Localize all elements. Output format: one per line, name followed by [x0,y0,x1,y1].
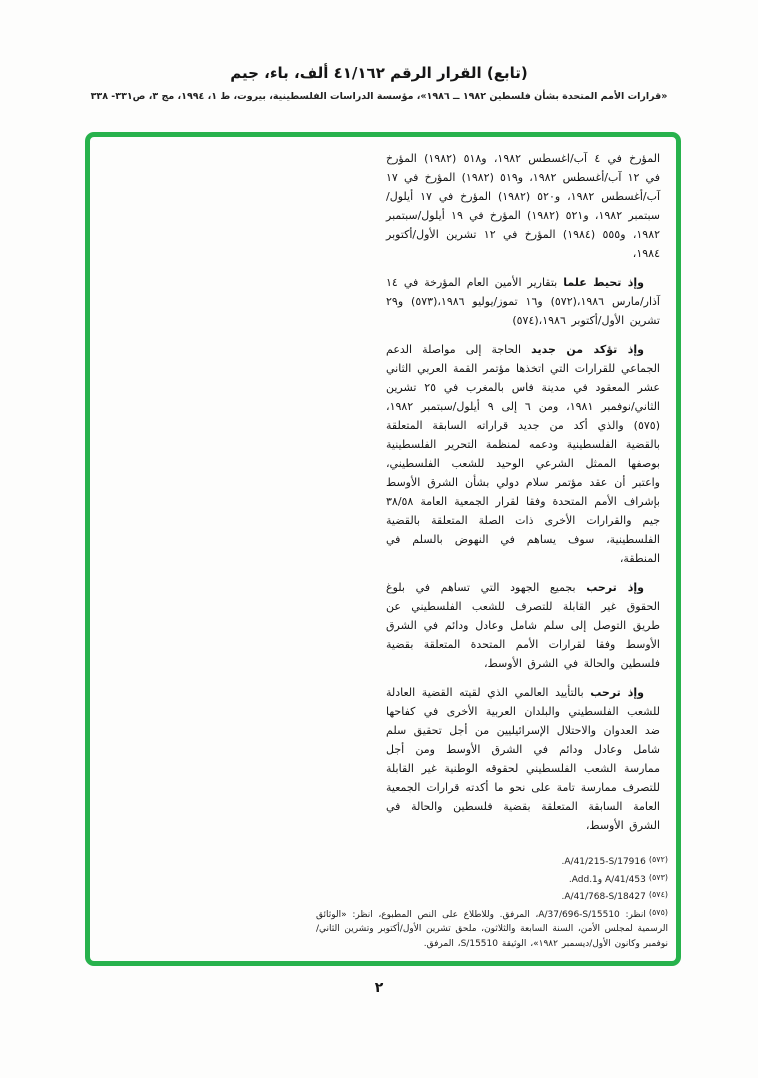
paragraph-text: المؤرخ في ٤ آب/اغسطس ١٩٨٢، و٥١٨ (١٩٨٢) المؤرخ في ١٢ آب/أغسطس ١٩٨٢، و٥١٩ (١٩٨٢) المؤرخ في ١٧ آب/أغسطس ١٩٨٢، و٥٢٠ (١٩٨٢) المؤرخ في ١٧ أيلول/سبتمبر ١٩٨٢، و٥٢١ (١٩٨٢) المؤرخ في ١٩ أيلول/سبتمبر ١٩٨٢، و٥٥٥ (١٩٨٤) المؤرخ في ١٢ تشرين الأول/أكتوبر ١٩٨٤، [386,152,661,260]
highlight-border [85,132,681,966]
paragraph-text: الحاجة إلى مواصلة الدعم الجماعي للقرارات التي اتخذها مؤتمر القمة العربي الثاني عشر المعقود في مدينة فاس بالمغرب في ٢٥ تشرين الثاني/نوفمبر ١٩٨١، ومن ٦ إلى ٩ أيلول/سبتمبر ١٩٨٢،(٥٧٥) والذي أكد من جديد قراراته السابقة المتعلقة بالقضية الفلسطينية ودعمه لمنظمة التحرير الفلسطينية بوصفها الممثل الشرعي الوحيد للشعب الفلسطيني، واعتبر أن عقد مؤتمر سلام دولي بشأن الشرق الأوسط بإشراف الأمم المتحدة وفقا لقرار الجمعية العامة ٣٨/٥٨ جيم والقرارات الأخرى ذات الصلة المتعلقة بالقضية الفلسطينية، سوف يساهم في النهوض بالسلم في المنطقة، [386,343,660,565]
resolution-text [386,149,660,845]
footnote-text: A/41/768-S/18427. [561,892,646,902]
footnote [316,888,668,905]
page-number: ٢ [374,980,384,996]
footnote-marker: (٥٧٢) [648,855,668,864]
paragraph [386,149,660,263]
footnote-text: A/41/453 وAdd.1. [568,874,646,885]
footnote-marker: (٥٧٥) [648,907,668,917]
paragraph [386,578,660,673]
footnote [316,906,668,952]
footnote-marker: (٥٧٣) [648,872,668,882]
paragraph-lead: وإذ ترحب [586,581,644,594]
footnote-marker: (٥٧٤) [648,890,668,899]
paragraph-text: بتقارير الأمين العام المؤرخة في ١٤ آذار/مارس ١٩٨٦،(٥٧٢) و١٦ تموز/يوليو ١٩٨٦،(٥٧٣) و٢٩ تشرين الأول/أكتوبر ١٩٨٦،(٥٧٤) [386,276,660,327]
paragraph [386,340,660,568]
footnote [316,871,668,888]
footnote [316,853,668,870]
document-title: (تابع) القرار الرقم ٤١/١٦٢ ألف، باء، جيم [230,64,528,82]
paragraph-text: بالتأييد العالمي الذي لقيته القضية العادلة للشعب الفلسطيني والبلدان العربية الأخرى في كفاحها ضد العدوان والاحتلال الإسرائيليين من أجل تحقيق سلم شامل وعادل ودائم في الشرق الأوسط ومن أجل ممارسة الشعب الفلسطيني لحقوقه الوطنية غير القابلة للتصرف ممارسة تامة على نحو ما أكدته قرارات الجمعية العامة السابقة المتعلقة بقضية فلسطين والحالة في الشرق الأوسط، [386,686,660,832]
paragraph-lead: وإذ تحيط علما [563,276,645,289]
paragraph-text: بجميع الجهود التي تساهم في بلوغ الحقوق غير القابلة للتصرف للشعب الفلسطيني عن طريق التوصل إلى سلم شامل وعادل ودائم في الشرق الأوسط وفقا لقرارات الأمم المتحدة المتعلقة بقضية فلسطين والحالة في الشرق الأوسط، [386,581,660,670]
document-source-line: «قرارات الأمم المتحدة بشأن فلسطين ١٩٨٢ ــ ١٩٨٦»، مؤسسة الدراسات الفلسطينية، بيروت، ط ١، ١٩٩٤، مج ٣، ص٣٣١- ٣٣٨ [90,91,668,102]
paragraph [386,273,660,330]
paragraph-lead: وإذ تؤكد من جديد [531,343,644,356]
footnote-text: انظر: A/37/696-S/15510، المرفق. وللاطلاع على النص المطبوع، انظر: «الوثائق الرسمية لمجلس الأمن، السنة السابعة والثلاثون، ملحق تشرين الأول/أكتوبر وتشرين الثاني/نوفمبر وكانون الأول/ديسمبر ١٩٨٢»، الوثيقة S/15510، المرفق. [316,909,668,949]
footnote-text: A/41/215-S/17916. [561,857,646,867]
paragraph-lead: وإذ ترحب [590,686,644,699]
page-header [0,64,758,102]
paragraph [386,683,660,835]
footnotes [316,853,668,952]
